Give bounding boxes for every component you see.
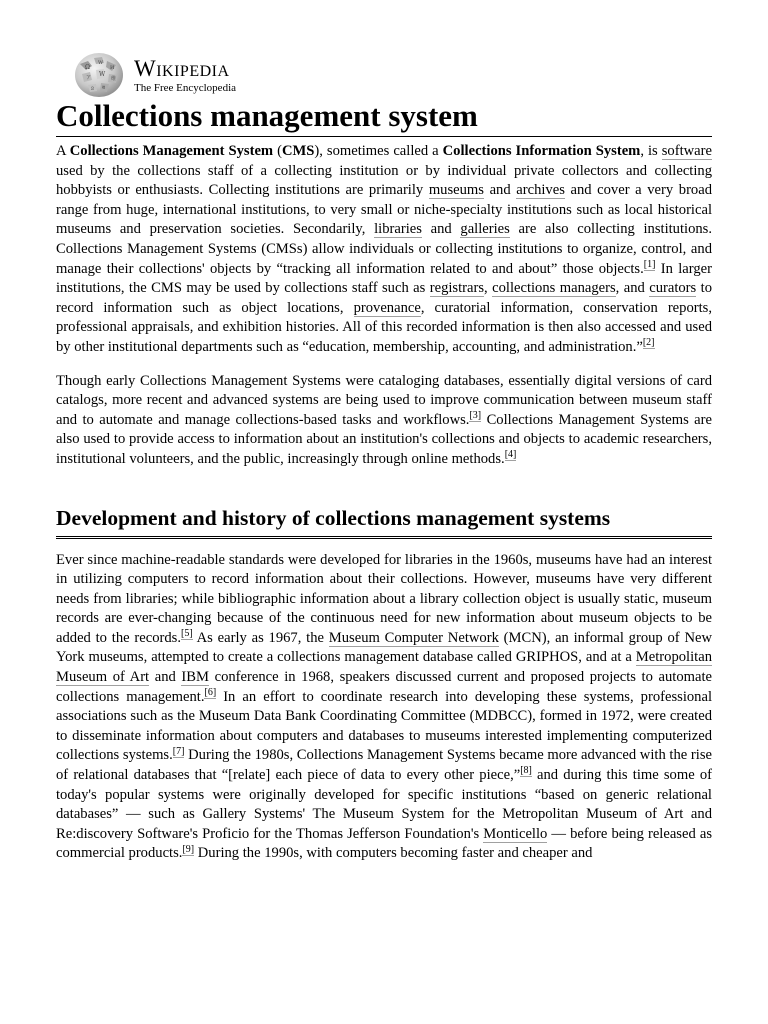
link-registrars[interactable]: registrars <box>429 280 485 297</box>
link-ibm[interactable]: IBM <box>181 669 209 686</box>
ref-4[interactable]: [4] <box>504 449 517 461</box>
article-body <box>56 142 712 878</box>
link-software[interactable]: software <box>661 143 712 159</box>
ref-3[interactable]: [3] <box>469 409 482 421</box>
link-archives[interactable]: archives <box>516 182 565 199</box>
svg-text:ვ: ვ <box>91 85 94 91</box>
ref-8[interactable]: [8] <box>520 765 532 777</box>
link-galleries[interactable]: galleries <box>460 221 510 238</box>
link-curators[interactable]: curators <box>649 280 697 297</box>
link-collections-managers[interactable]: collections managers <box>492 280 616 297</box>
svg-text:Ω: Ω <box>85 64 90 71</box>
svg-text:W: W <box>99 71 106 78</box>
svg-text:И: И <box>110 65 115 71</box>
intro-paragraph-1: A Collections Management System (CMS), sometimes called a Collections Information System, is software used by the collections staff of a collecting institution or by individual private collectors and collecting hobbyists or enthusiasts. Collecting institutions are primarily museums and archives and cover a very broad range from huge, international institutions, to very small or niche-specialty institutions such as local historical museums and preservation societies. Secondarily, libraries and galleries are also collecting institutions. Collections Management Systems (CMSs) allow individuals or collecting institutions to organize, control, and manage their collections' objects by “tracking all information related to and about” those objects.[1] In larger institutions, the CMS may be used by collections staff such as registrars, collections managers, and curators to record information such as object locations, provenance, curatorial information, conservation reports, professional appraisals, and exhibition histories. All of this recorded information is then also accessed and used by other institutional departments such as “education, membership, accounting, and administration.”[2] <box>56 143 713 355</box>
link-provenance[interactable]: provenance <box>353 299 421 316</box>
svg-text:ब: ब <box>102 85 105 91</box>
ref-2[interactable]: [2] <box>642 337 655 349</box>
section-heading-development: Development and history of collections management systems <box>56 504 712 539</box>
term-cis: Collections Information System <box>442 143 641 159</box>
term-cms-abbrev: CMS <box>281 143 315 159</box>
wikipedia-globe-icon <box>74 52 124 98</box>
wordmark-tagline: The Free Encyclopedia <box>134 81 237 94</box>
history-paragraph-1: Ever since machine-readable standards were developed for libraries in the 1960s, museums have had an interest in utilizing computers to record information about their collections. However, museums have very different needs from libraries; while bibliographic information about a library collection object is usually static, museum records are ever-changing because of the continuous need for new information about museum objects to be added to the records.[5] As early as 1967, the Museum Computer Network (MCN), an informal group of New York museums, attempted to create a collections management database called GRIPHOS, and at a Metropolitan Museum of Art and IBM conference in 1968, speakers discussed current and proposed projects to automate collections management.[6] In an effort to coordinate research into developing these systems, professional associations such as the Museum Data Bank Coordinating Committee (MDBCC), formed in 1972, were created to disseminate information about computers and databases to museums interested implementing computerized collections systems.[7] During the 1980s, Collections Management Systems became more advanced with the rise of relational databases that “[relate] each piece of data to every other piece,”[8] and during this time some of today's popular systems were originally developed for specific institutions “based on generic relational databases” — such as Gallery Systems' The Museum System for the Metropolitan Museum of Art and Re:discovery Software's Proficio for the Thomas Jefferson Foundation's Monticello — before being released as commercial products.[9] During the 1990s, with computers becoming faster and cheaper and <box>56 551 713 862</box>
article-title: Collections management system <box>56 96 712 137</box>
wordmark <box>134 57 236 94</box>
site-header[interactable] <box>74 52 236 98</box>
wordmark-title: Wikipedia <box>134 55 230 81</box>
link-monticello[interactable]: Monticello <box>483 825 548 842</box>
ref-7[interactable]: [7] <box>172 745 185 757</box>
ref-9[interactable]: [9] <box>182 843 195 855</box>
intro-paragraph-2: Though early Collections Management Systems were cataloging databases, essentially digital versions of card catalogs, more recent and advanced systems are being used to improve communication between museum staff and to automate and manage collections-based tasks and workflows.[3] Collections Management Systems are also used to provide access to information about an institution's collections and objects to academic researchers, institutional volunteers, and the public, increasingly through online methods.[4] <box>56 372 712 467</box>
term-cms: Collections Management System <box>69 143 274 159</box>
svg-text:ア: ア <box>86 75 92 81</box>
link-libraries[interactable]: libraries <box>374 221 422 238</box>
ref-5[interactable]: [5] <box>180 628 193 640</box>
svg-text:W: W <box>98 60 104 66</box>
ref-6[interactable]: [6] <box>204 686 217 698</box>
ref-1[interactable]: [1] <box>643 258 656 270</box>
link-museum-computer-network[interactable]: Museum Computer Network <box>328 629 499 646</box>
link-metropolitan-museum[interactable]: Metropolitan Museum of Art <box>56 649 712 686</box>
svg-text:维: 维 <box>111 76 117 82</box>
link-museums[interactable]: museums <box>428 182 484 199</box>
